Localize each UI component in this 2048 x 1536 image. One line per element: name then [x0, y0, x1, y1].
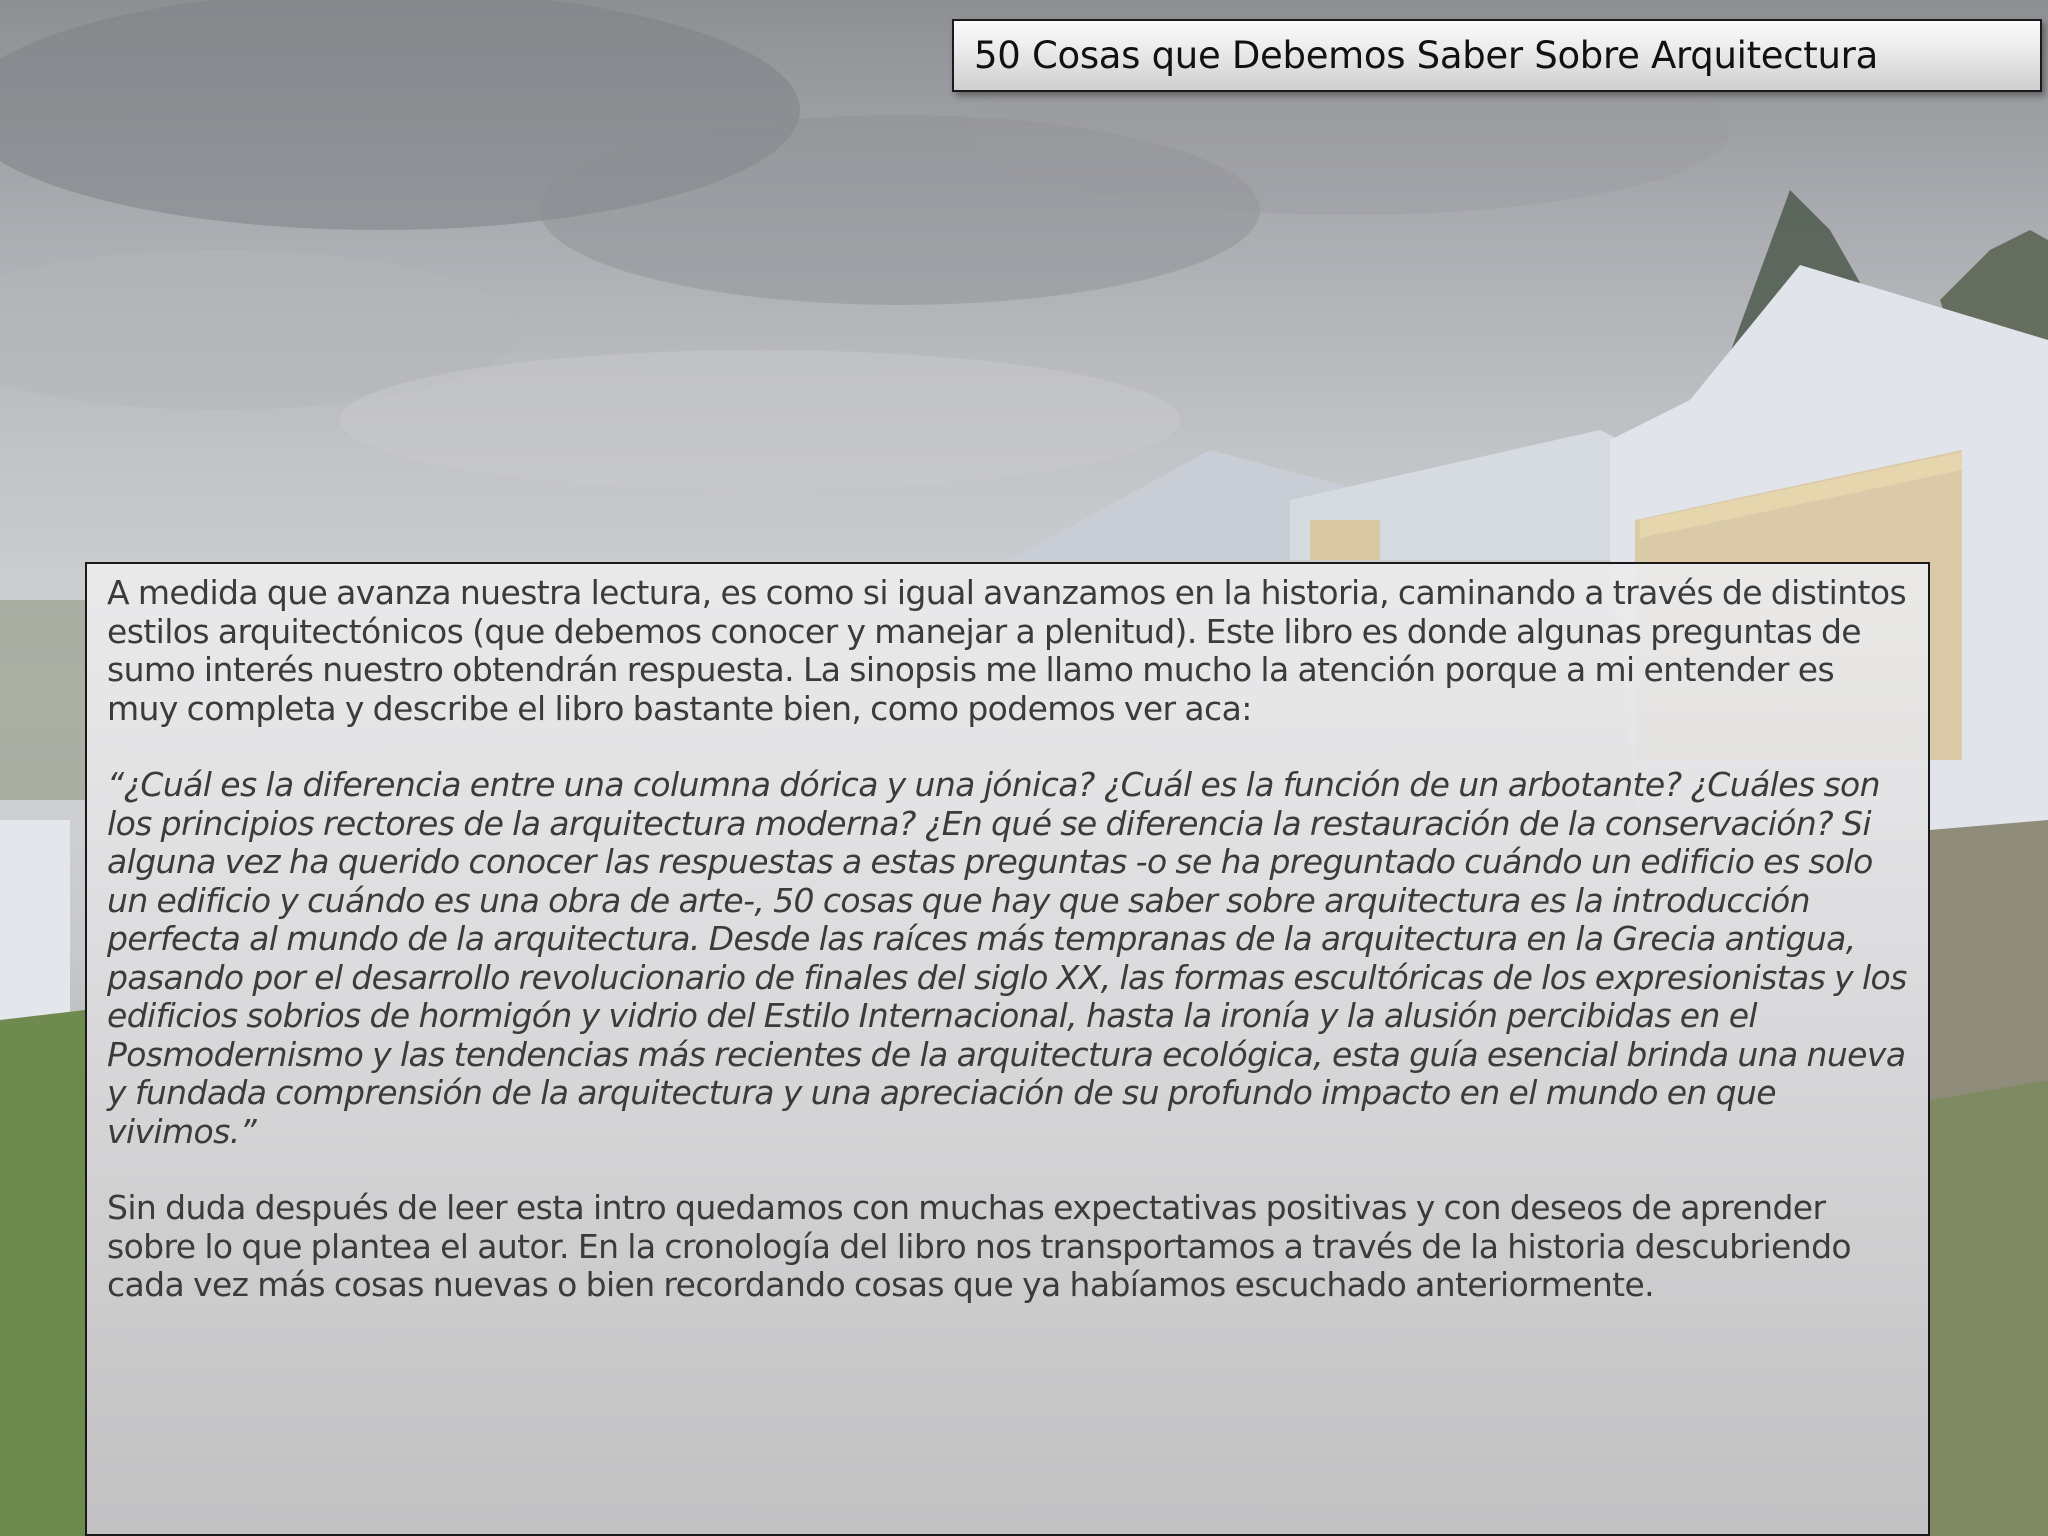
content-box — [85, 562, 1930, 1536]
page-title: 50 Cosas que Debemos Saber Sobre Arquitectura — [974, 34, 1878, 77]
title-box — [952, 19, 2042, 92]
intro-paragraph: A medida que avanza nuestra lectura, es como si igual avanzamos en la historia, caminando a través de distintos estilos arquitectónicos (que debemos conocer y manejar a plenitud). Este libro es donde algunas preguntas de sumo interés nuestro obtendrán respuesta. La sinopsis me llamo mucho la atención porque a mi entender es muy completa y describe el libro bastante bien, como podemos ver aca: — [107, 573, 1907, 728]
closing-paragraph: Sin duda después de leer esta intro quedamos con muchas expectativas positivas y con deseos de aprender sobre lo que plantea el autor. En la cronología del libro nos transportamos a través de la historia descubriendo cada vez más cosas nuevas o bien recordando cosas que ya habíamos escuchado anteriormente. — [107, 1188, 1852, 1304]
synopsis-quote: “¿Cuál es la diferencia entre una columna dórica y una jónica? ¿Cuál es la función de un arbotante? ¿Cuáles son los principios rectores de la arquitectura moderna? ¿En qué se diferencia la restauración de la conservación? Si alguna vez ha querido conocer las respuestas a estas preguntas -o se ha preguntado cuándo un edificio es solo un edificio y cuándo es una obra de arte-, 50 cosas que hay que saber sobre arquitectura es la introducción perfecta al mundo de la arquitectura. Desde las raíces más tempranas de la arquitectura en la Grecia antigua, pasando por el desarrollo revolucionario de finales del siglo XX, las formas escultóricas de los expresionistas y los edificios sobrios de hormigón y vidrio del Estilo Internacional, hasta la ironía y la alusión percibidas en el Posmodernismo y las tendencias más recientes de la arquitectura ecológica, esta guía esencial brinda una nueva y fundada comprensión de la arquitectura y una apreciación de su profundo impacto en el mundo en que vivimos.” — [107, 765, 1907, 1151]
